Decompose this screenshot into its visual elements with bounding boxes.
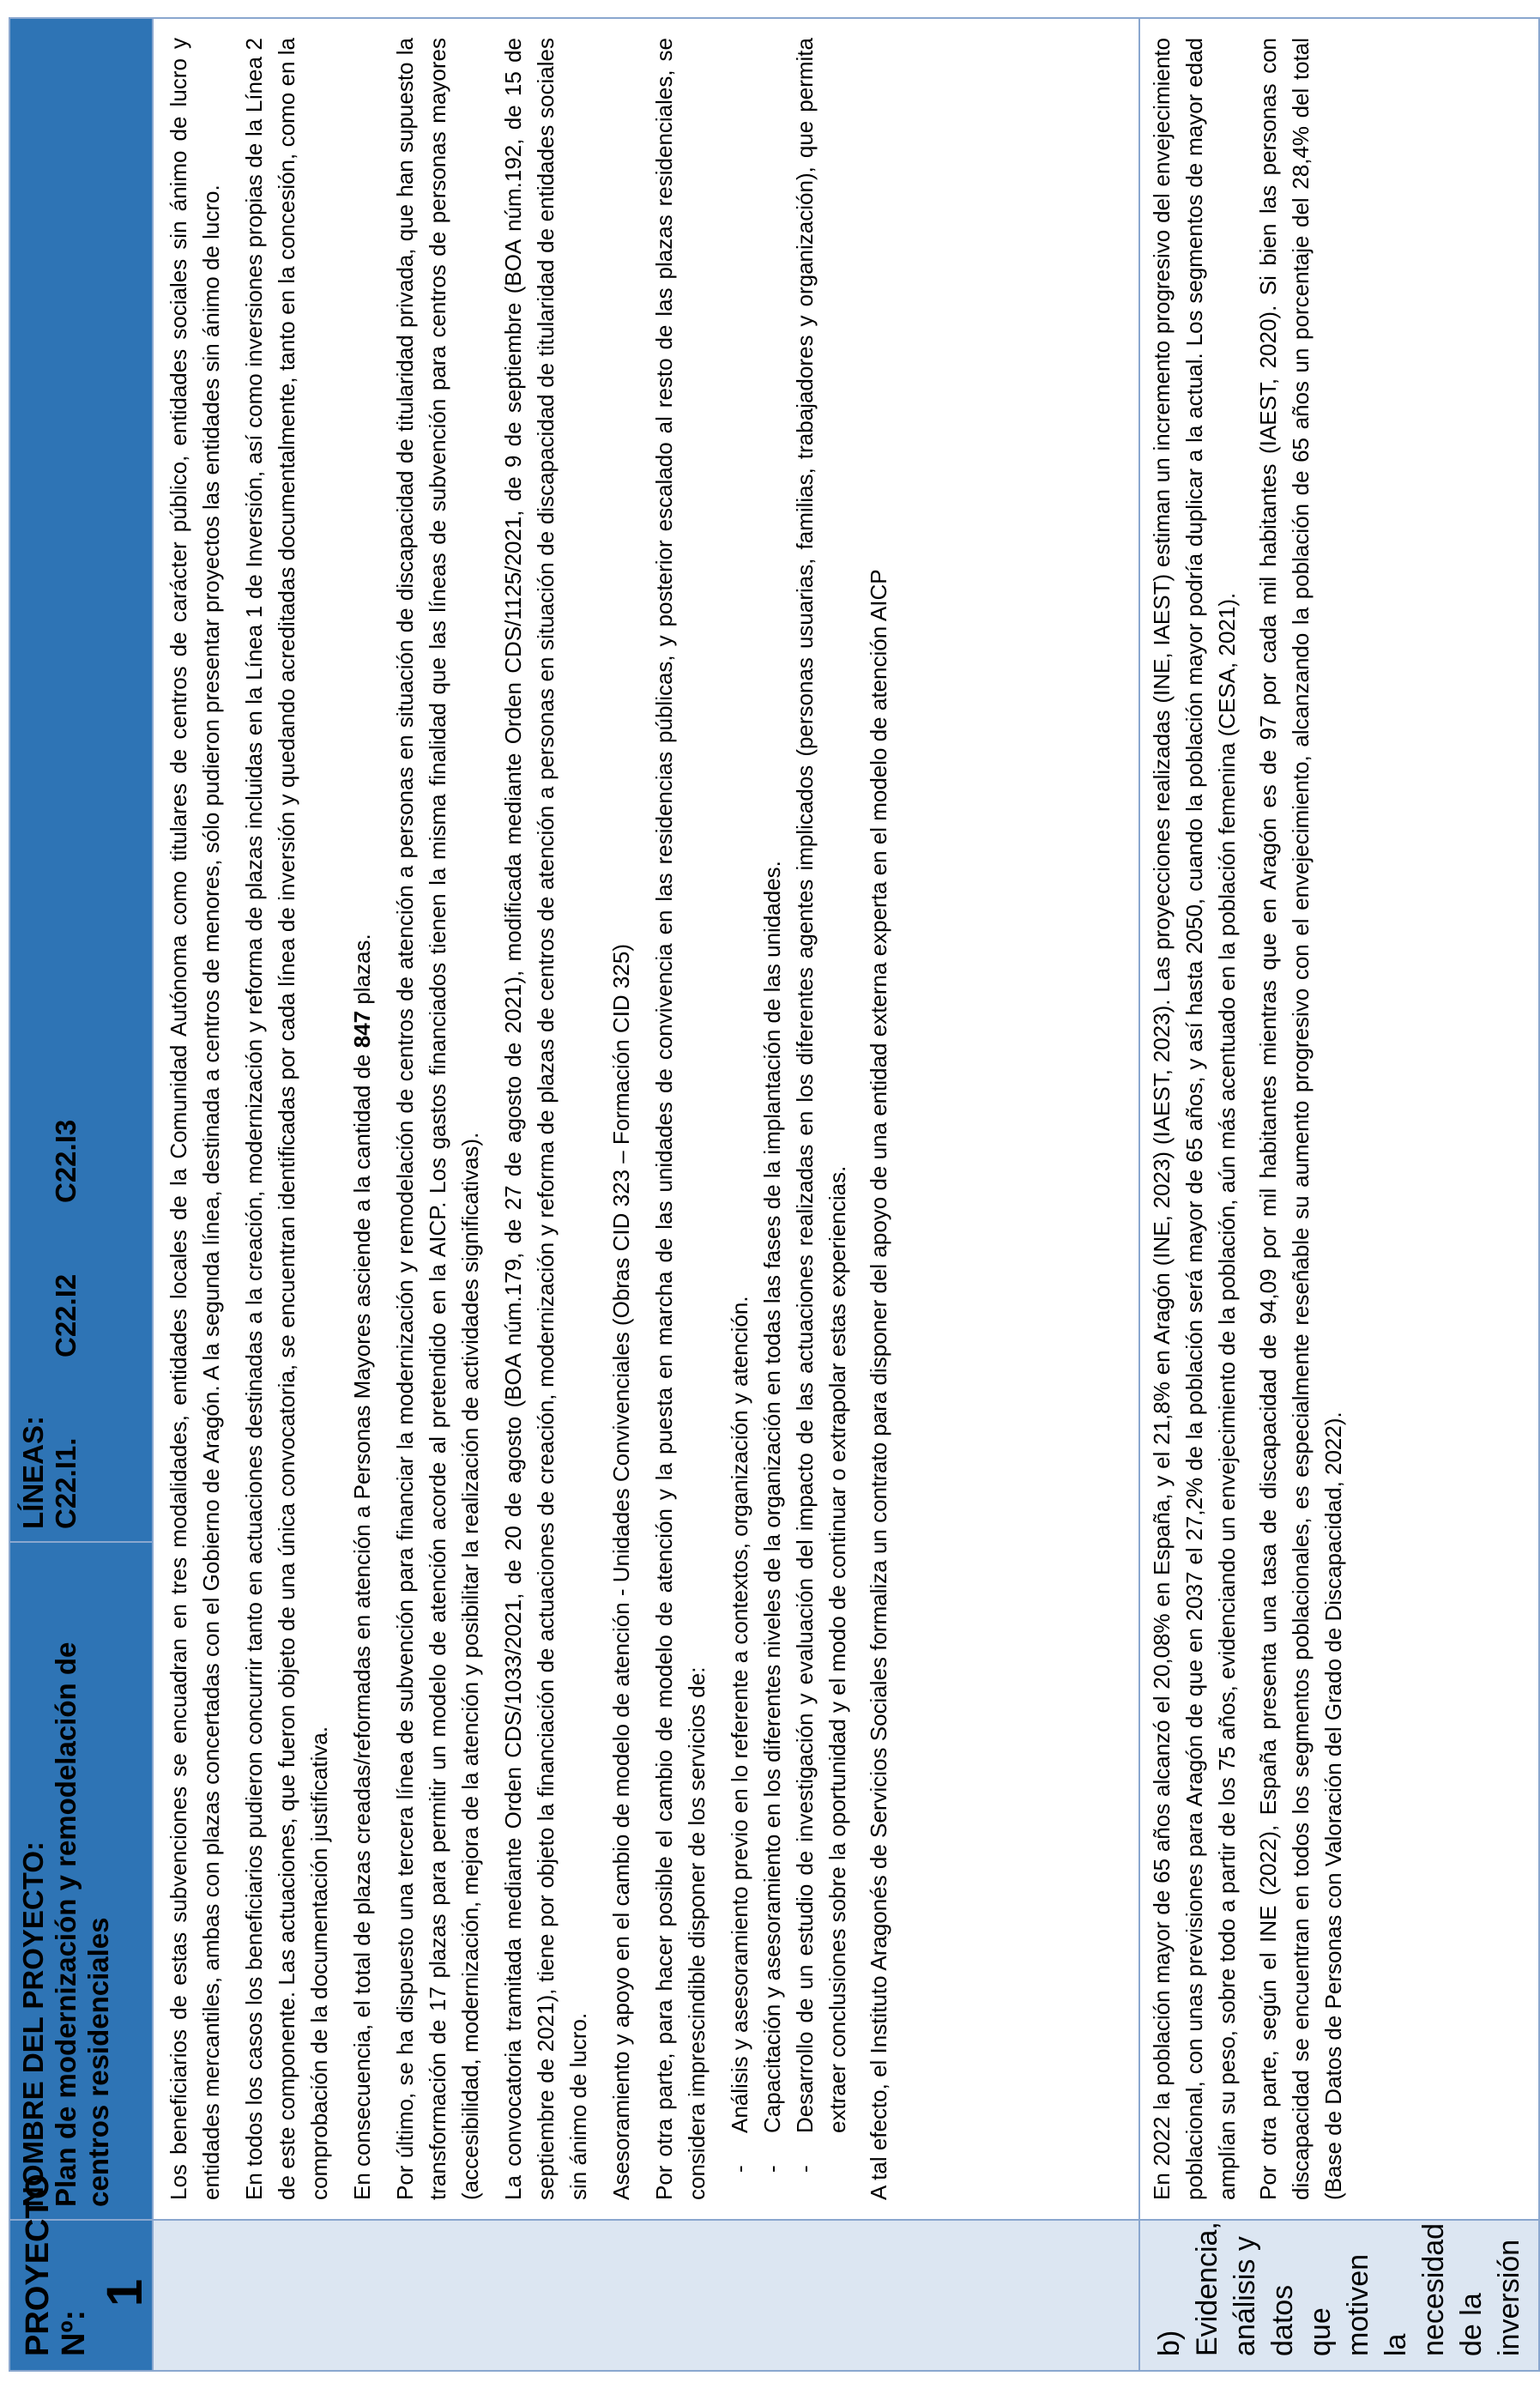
list-item: - Desarrollo de un estudio de investigación y evaluación del impacto de las actuaciones realizadas en los diferentes agentes implicados (personas usuarias, familias, trabajadores y organización), que permita extraer conclusiones sobre la oportunidad y el modo de continuar o extrapolar estas experiencias.: [788, 38, 854, 2133]
paragraph: Asesoramiento y apoyo en el cambio de modelo de atención - Unidades Convivenciales (Obras CID 323 – Formación CID 325): [608, 944, 635, 2200]
lines-label: LÍNEAS:: [17, 1416, 49, 1529]
closing-paragraph: A tal efecto, el Instituto Aragonés de Servicios Sociales formaliza un contrato para disponer del apoyo de una entidad externa experta en el modelo de atención AICP: [866, 569, 892, 2200]
evidence-text-cell: [1139, 18, 1539, 2220]
description-row: [153, 18, 1139, 2371]
paragraph: Por otra parte, para hacer posible el cambio de modelo de atención y la puesta en marcha de las unidades de convivencia en las residencias públicas, y posterior escalado al resto de las plazas residenciales, se considera imprescindible disponer de los servicios de:: [651, 38, 710, 2200]
header-row: [9, 18, 153, 2371]
project-number: 1: [96, 2278, 153, 2307]
line-code: C22.I2: [50, 1273, 82, 1357]
plazas-count: 847: [349, 1010, 376, 1049]
services-list: [723, 38, 854, 2200]
description-label-cell: [153, 2220, 1139, 2371]
paragraph: La convocatoria tramitada mediante Orden CDS/1033/2021, de 20 de agosto (BOA núm.179, de 27 de agosto de 2021), modificada mediante Orden CDS/1125/2021, de 9 de septiembre (BOA núm.192, de 15 de septiembre de 2021), tiene por objeto la financiación de actuaciones de creación, modernización y reforma de plazas de centros de atención a personas en situación de discapacidad de titularidad de entidades sociales sin ánimo de lucro.: [500, 38, 592, 2200]
paragraph: En 2022 la población mayor de 65 años alcanzó el 20,08% en España, y el 21,8% en Aragón (INE, 2023) (IAEST, 2023). Las proyecciones realizadas (INE, IAEST) estiman un incremento progresivo del envejecimiento poblacional, con unas previsiones para Aragón de que en 2037 el 27,2% de la población será mayor de 65 años, y así hasta 2050, cuando la población mayor podría duplicar a la actual. Los segmentos de mayor edad amplían su peso, sobre todo a partir de los 75 años, evidenciando un envejecimiento de la población, aún más acentuado en la población femenina (CESA, 2021).: [1149, 38, 1241, 2200]
line-code: C22.I1.: [50, 1437, 82, 1529]
project-name-cell: [9, 1542, 153, 2220]
evidence-label: b) Evidencia, análisis y datos que motiven la necesidad de la inversión: [1139, 2220, 1539, 2371]
plazas-prefix: En consecuencia, el total de plazas creadas/reformadas en atención a Personas Mayores asciende a la cantidad de: [349, 1048, 376, 2200]
project-label: PROYECTO Nº:: [20, 2173, 92, 2356]
list-item: - Capacitación y asesoramiento en los diferentes niveles de la organización en todas las fases de la implantación de las unidades.: [756, 38, 788, 2133]
line-code: C22.I3: [50, 1119, 82, 1203]
plazas-suffix: plazas.: [349, 934, 376, 1011]
project-name-label: NOMBRE DEL PROYECTO:: [17, 1841, 49, 2207]
paragraph: En todos los casos los beneficiarios pudieron concurrir tanto en actuaciones destinadas a la creación, modernización y reforma de plazas incluidas en la Línea 1 de Inversión, así como inversiones propias de la Línea 2 de este componente. Las actuaciones, que fueron objeto de una única convocatoria, se encuentran identificadas por cada línea de inversión y quedando acreditadas documentalmente, tanto en la concesión, como en la comprobación de la documentación justificativa.: [241, 38, 333, 2200]
project-table: [9, 17, 1540, 2372]
description-text-cell: [153, 18, 1139, 2220]
project-name-value: Plan de modernización y remodelación de centros residenciales: [50, 1641, 114, 2207]
paragraph: Por último, se ha dispuesto una tercera línea de subvención para financiar la modernización y remodelación de centros de atención a personas en situación de discapacidad de titularidad privada, que han supuesto la transformación de 17 plazas para permitir un modelo de atención acorde al pretendido en la AICP. Los gastos financiados tienen la misma finalidad que las líneas de subvención para centros de personas mayores (accesibilidad, modernización, mejora de la atención y posibilitar la realización de actividades significativas).: [392, 38, 484, 2200]
paragraph: Por otra parte, según el INE (2022), España presenta una tasa de discapacidad de 94,09 por mil habitantes mientras que en Aragón es de 97 por cada mil habitantes (IAEST, 2020). Si bien las personas con discapacidad se encuentran en todos los segmentos poblacionales, es especialmente reseñable su aumento progresivo con el envejecimiento, alcanzando la población de 65 años un porcentaje del 28,4% del total (Base de Datos de Personas con Valoración del Grado de Discapacidad, 2022).: [1255, 38, 1347, 2200]
paragraph: Los beneficiarios de estas subvenciones se encuadran en tres modalidades, entidades locales de la Comunidad Autónoma como titulares de centros de carácter público, entidades sociales sin ánimo de lucro y entidades mercantiles, ambas con plazas concertadas con el Gobierno de Aragón. A la segunda línea, destinada a centros de menores, sólo pudieron presentar proyectos las entidades sin ánimo de lucro.: [166, 38, 225, 2200]
project-lines-cell: [9, 18, 153, 1542]
evidence-row: [1139, 18, 1539, 2371]
list-item: - Análisis y asesoramiento previo en lo referente a contextos, organización y atención.: [723, 38, 756, 2133]
lines-codes: [50, 31, 82, 1529]
project-number-cell: [9, 2173, 153, 2371]
plazas-paragraph: [346, 38, 378, 2200]
